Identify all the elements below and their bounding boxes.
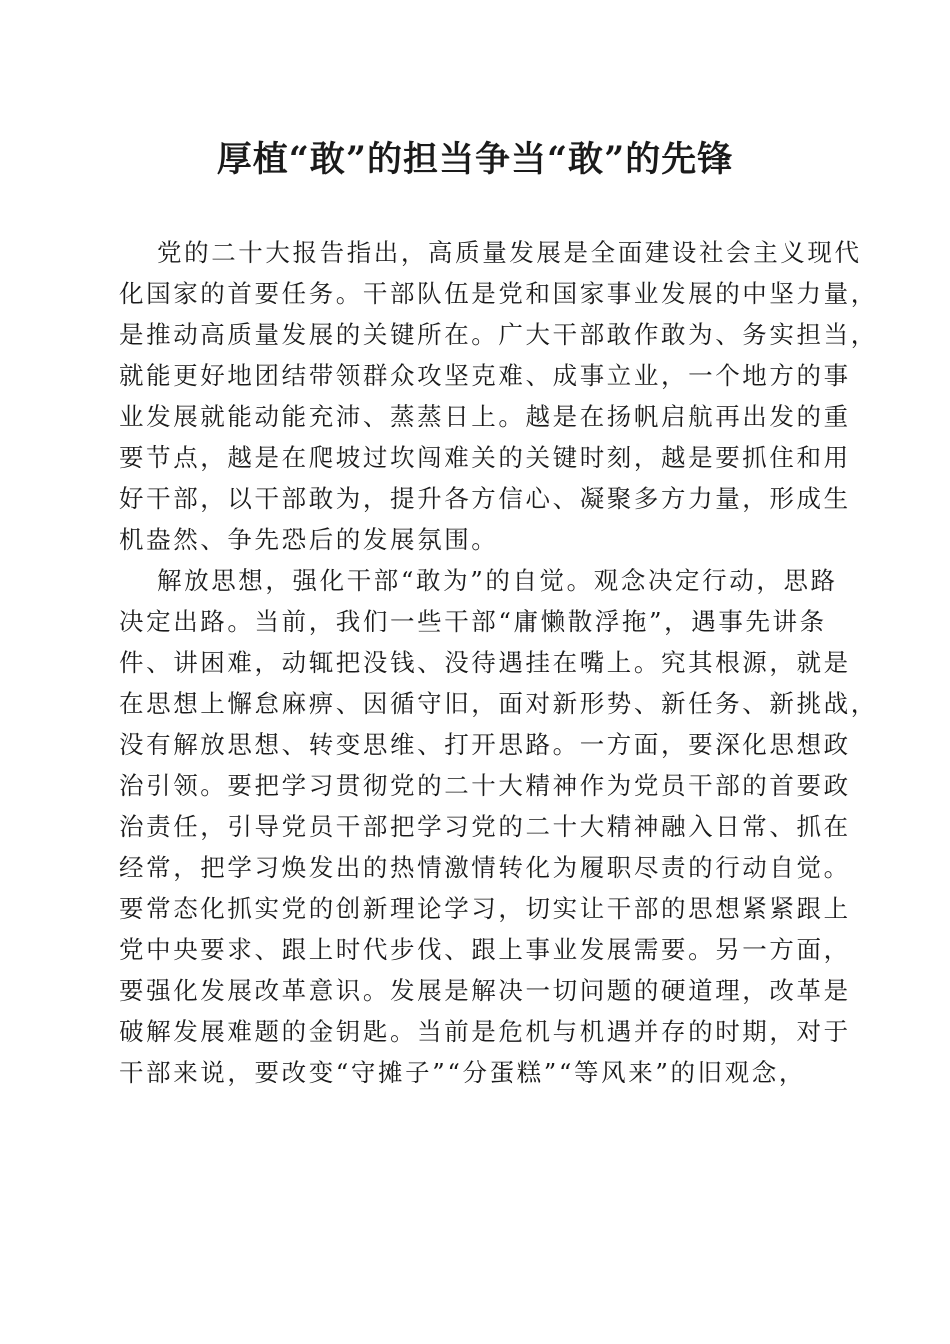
paragraph-2-line-12: 破解发展难题的金钥匙。当前是危机与机遇并存的时期，对于 bbox=[119, 1017, 851, 1046]
paragraph-2-line-5: 没有解放思想、转变思维、打开思路。一方面，要深化思想政 bbox=[119, 730, 851, 759]
paragraph-1-line-2: 化国家的首要任务。干部队伍是党和国家事业发展的中坚力量， bbox=[119, 279, 878, 308]
paragraph-1-line-3: 是推动高质量发展的关键所在。广大干部敢作敢为、务实担当， bbox=[119, 320, 878, 349]
paragraph-2-line-13: 干部来说，要改变“守摊子”“分蛋糕”“等风来”的旧观念， bbox=[119, 1058, 806, 1087]
paragraph-1-line-5: 业发展就能动能充沛、蒸蒸日上。越是在扬帆启航再出发的重 bbox=[119, 402, 851, 431]
paragraph-2-line-9: 要常态化抓实党的创新理论学习，切实让干部的思想紧紧跟上 bbox=[119, 894, 851, 923]
paragraph-1-line-4: 就能更好地团结带领群众攻坚克难、成事立业，一个地方的事 bbox=[119, 361, 851, 390]
paragraph-2-line-3: 件、讲困难，动辄把没钱、没待遇挂在嘴上。究其根源，就是 bbox=[119, 648, 851, 677]
paragraph-2-line-1: 解放思想，强化干部“敢为”的自觉。观念决定行动，思路 bbox=[157, 566, 838, 595]
paragraph-1-line-7: 好干部，以干部敢为，提升各方信心、凝聚多方力量，形成生 bbox=[119, 484, 851, 513]
paragraph-2-line-4: 在思想上懈怠麻痹、因循守旧，面对新形势、新任务、新挑战， bbox=[119, 689, 878, 718]
paragraph-2-line-2: 决定出路。当前，我们一些干部“庸懒散浮拖”，遇事先讲条 bbox=[119, 607, 827, 636]
paragraph-2-line-10: 党中央要求、跟上时代步伐、跟上事业发展需要。另一方面， bbox=[119, 935, 851, 964]
paragraph-1-line-1: 党的二十大报告指出，高质量发展是全面建设社会主义现代 bbox=[157, 238, 862, 267]
paragraph-1-line-8: 机盎然、争先恐后的发展氛围。 bbox=[119, 525, 499, 554]
paragraph-2-line-6: 治引领。要把学习贯彻党的二十大精神作为党员干部的首要政 bbox=[119, 771, 851, 800]
paragraph-2-line-8: 经常，把学习焕发出的热情激情转化为履职尽责的行动自觉。 bbox=[119, 853, 851, 882]
paragraph-2-line-11: 要强化发展改革意识。发展是解决一切问题的硬道理，改革是 bbox=[119, 976, 851, 1005]
paragraph-1-line-6: 要节点，越是在爬坡过坎闯难关的关键时刻，越是要抓住和用 bbox=[119, 443, 851, 472]
paragraph-2-line-7: 治责任，引导党员干部把学习党的二十大精神融入日常、抓在 bbox=[119, 812, 851, 841]
document-title: 厚植“敢”的担当争当“敢”的先锋 bbox=[216, 139, 734, 180]
document-body bbox=[119, 232, 878, 1093]
